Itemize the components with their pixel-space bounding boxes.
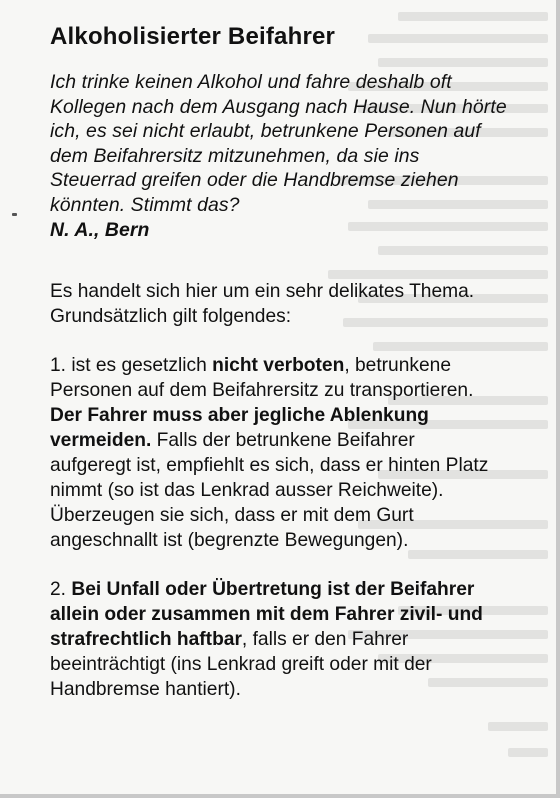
- question-line: dem Beifahrersitz mitzunehmen, da sie ins: [50, 144, 420, 167]
- answer: [50, 279, 530, 702]
- intro-line: Grundsätzlich gilt folgendes:: [50, 306, 292, 328]
- point2-line: beeinträchtigt (ins Lenkrad greift oder mit der: [50, 654, 432, 676]
- point1-line: angeschnallt ist (begrenzte Bewegungen).: [50, 530, 409, 552]
- point1-line-bold: Der Fahrer muss aber jegliche Ablenkung: [50, 405, 429, 427]
- point2-line: Handbremse hantiert).: [50, 679, 241, 701]
- bleed-stroke: [508, 748, 548, 757]
- answer-intro: [50, 279, 530, 329]
- question-author: N. A., Bern: [50, 218, 150, 241]
- point1-line: aufgeregt ist, empfiehlt es sich, dass er hinten Platz: [50, 455, 489, 477]
- point2-emphasis: Bei Unfall oder Übertretung ist der Beifahrer: [71, 579, 475, 601]
- article-title: Alkoholisierter Beifahrer: [50, 23, 336, 50]
- bleed-stroke: [398, 12, 548, 21]
- point1-emphasis: vermeiden.: [50, 430, 152, 452]
- point2-line: [50, 577, 530, 602]
- point1-line: Überzeugen sie sich, dass er mit dem Gurt: [50, 505, 414, 527]
- point1-line: nimmt (so ist das Lenkrad ausser Reichweite).: [50, 480, 444, 502]
- scan-speck: [12, 213, 17, 216]
- point1-text: , betrunkene: [344, 355, 451, 377]
- point2-text: 2.: [50, 579, 72, 601]
- point2-text: , falls er den Fahrer: [241, 629, 409, 651]
- point1-text: 1. ist es gesetzlich: [50, 355, 213, 377]
- reader-question: [50, 70, 530, 242]
- point1-line: [50, 428, 530, 453]
- point1-line: Personen auf dem Beifahrersitz zu transportieren.: [50, 380, 474, 402]
- intro-line: Es handelt sich hier um ein sehr delikates Thema.: [50, 281, 475, 303]
- point1-emphasis: nicht verboten: [212, 355, 345, 377]
- question-line: könnten. Stimmt das?: [50, 193, 240, 216]
- question-line: Ich trinke keinen Alkohol und fahre deshalb oft: [50, 71, 452, 93]
- point1-text: Falls der betrunkene Beifahrer: [151, 430, 415, 452]
- question-line: Steuerrad greifen oder die Handbremse ziehen: [50, 169, 459, 192]
- point2-emphasis: strafrechtlich haftbar: [50, 629, 242, 651]
- answer-point-2: [50, 577, 530, 702]
- question-line: ich, es sei nicht erlaubt, betrunkene Personen auf: [50, 120, 481, 143]
- article: [50, 22, 530, 726]
- point2-line: [50, 627, 530, 652]
- point1-line: [50, 353, 530, 378]
- answer-point-1: [50, 353, 530, 553]
- point2-line-bold: allein oder zusammen mit dem Fahrer zivil- und: [50, 604, 483, 626]
- question-line: Kollegen nach dem Ausgang nach Hause. Nun hörte: [50, 95, 507, 118]
